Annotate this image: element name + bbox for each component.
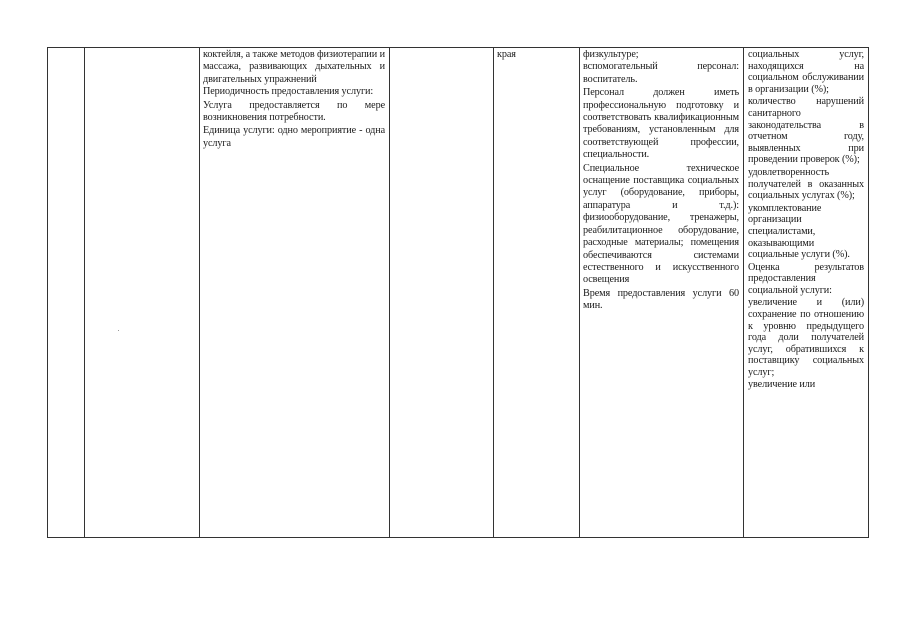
indicator-5: увеличение и (или) сохранение по отношению к уровню предыдущего года доли получателей услуг, обратившихся к поставщику социальных услуг; xyxy=(748,297,864,379)
region-cell xyxy=(497,49,575,61)
conditions-duration-text: Время предоставления услуги 60 мин. xyxy=(583,287,739,312)
table-top-border xyxy=(47,47,869,48)
service-methods-text: коктейля, а также методов физиотерапии и массажа, развивающих дыхательных и двигательных упражнений xyxy=(203,49,385,85)
column-divider xyxy=(579,47,580,538)
indicator-3: удовлетворенность получателей в оказанных социальных услугах (%); xyxy=(748,166,864,202)
service-description-cell xyxy=(203,49,385,150)
scan-speck xyxy=(118,330,119,331)
column-divider xyxy=(389,47,390,538)
column-divider xyxy=(743,47,744,538)
conditions-staff-text: вспомогательный персонал: воспитатель. xyxy=(583,61,739,85)
table-bottom-border xyxy=(47,537,869,538)
region-text: края xyxy=(497,49,516,60)
indicator-2: количество нарушений санитарного законодательства в отчетном году, выявленных при проведении проверок (%); xyxy=(748,96,864,166)
conditions-qualification-text: Персонал должен иметь профессиональную подготовку и соответствовать квалификационным требованиям, установленным для соответствующей профессии, специальности. xyxy=(583,87,739,161)
indicator-1: социальных услуг, находящихся на социальном обслуживании в организации (%); xyxy=(748,49,864,95)
conditions-line-1: физкультуре; xyxy=(583,49,639,60)
column-divider xyxy=(493,47,494,538)
indicator-4: укомплектование организации специалистами, оказывающими социальные услуги (%). xyxy=(748,202,850,261)
indicators-cell xyxy=(748,49,864,390)
indicator-6: увеличение или xyxy=(748,378,816,390)
indicator-assessment-label: Оценка результатов предоставления социальной услуги: xyxy=(748,261,864,296)
column-divider xyxy=(84,47,85,538)
table-left-border xyxy=(47,47,48,538)
table-right-border xyxy=(868,47,869,538)
service-periodicity-text: Услуга предоставляется по мере возникновения потребности. xyxy=(203,99,385,124)
service-unit-text: Единица услуги: одно мероприятие - одна услуга xyxy=(203,125,385,149)
service-periodicity-label: Периодичность предоставления услуги: xyxy=(203,86,374,98)
conditions-equipment-text: Специальное техническое оснащение поставщика социальных услуг (оборудование, приборы, аппаратура и т.д.): физиооборудование, тренажеры, реабилитационное оборудование, расходные материалы; помещения обеспечиваются системами естественного и искусственного освещения xyxy=(583,162,739,286)
conditions-cell xyxy=(583,49,739,313)
column-divider xyxy=(199,47,200,538)
